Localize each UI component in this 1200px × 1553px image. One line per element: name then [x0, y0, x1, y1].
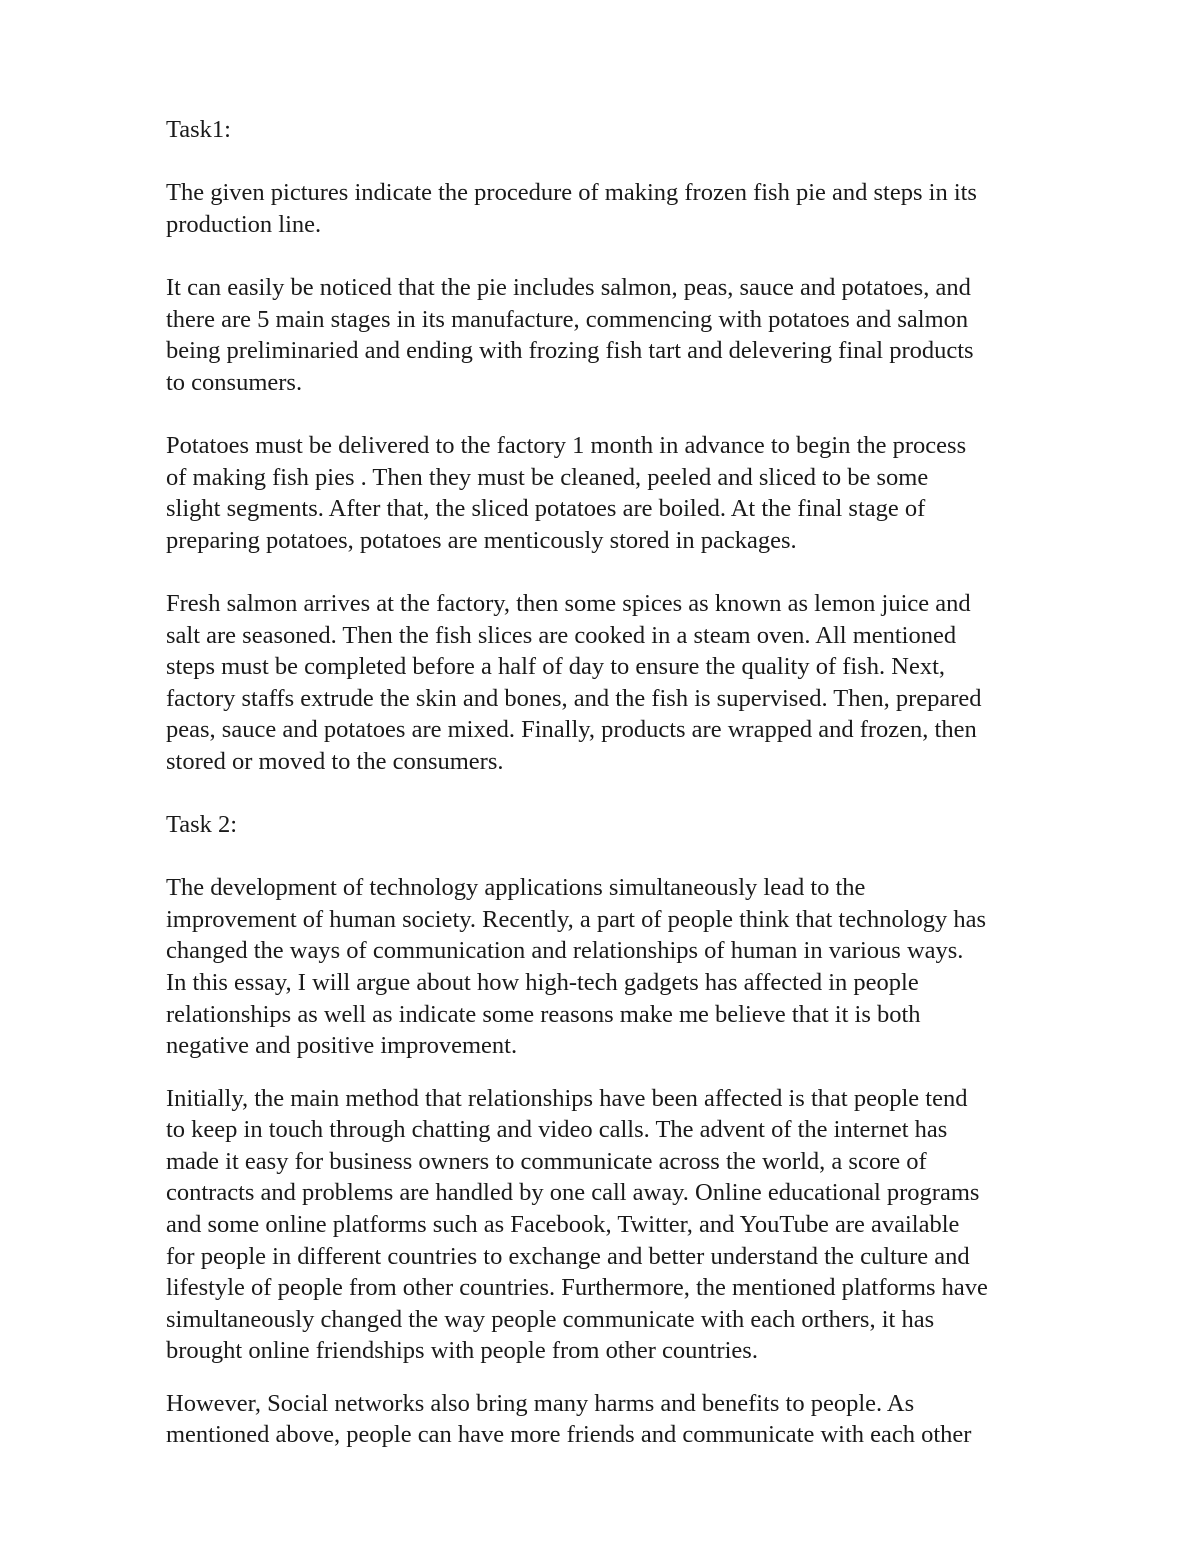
text-line: brought online friendships with people from other countries. [166, 1337, 758, 1365]
text-line: for people in different countries to exchange and better understand the culture and [166, 1242, 970, 1270]
text-line: changed the ways of communication and relationships of human in various ways. [166, 937, 964, 965]
text-line: In this essay, I will argue about how high-tech gadgets has affected in people [166, 969, 919, 997]
text-line: salt are seasoned. Then the fish slices are cooked in a steam oven. All mentioned [166, 621, 957, 649]
task1-paragraph-3 [166, 430, 1106, 556]
text-line: improvement of human society. Recently, a part of people think that technology has [166, 905, 987, 933]
text-line: preparing potatoes, potatoes are menticously stored in packages. [166, 526, 797, 554]
text-line: and some online platforms such as Facebook, Twitter, and YouTube are available [166, 1210, 960, 1238]
text-line: contracts and problems are handled by one call away. Online educational programs [166, 1179, 980, 1207]
text-line: The given pictures indicate the procedure of making frozen fish pie and steps in its [166, 179, 977, 207]
task1-heading: Task1: [166, 116, 231, 143]
text-line: lifestyle of people from other countries. Furthermore, the mentioned platforms have [166, 1274, 988, 1302]
text-line: simultaneously changed the way people communicate with each orthers, it has [166, 1305, 935, 1333]
text-line: negative and positive improvement. [166, 1032, 518, 1060]
task2-heading: Task 2: [166, 811, 238, 839]
text-line: The development of technology applications simultaneously lead to the [166, 874, 866, 902]
text-line: production line. [166, 210, 322, 238]
task1-paragraph-2 [166, 272, 1106, 398]
text-line: stored or moved to the consumers. [166, 747, 504, 775]
task2-paragraph-1 [166, 872, 1106, 1062]
text-line: slight segments. After that, the sliced potatoes are boiled. At the final stage of [166, 495, 926, 523]
task1-paragraph-1 [166, 177, 1106, 240]
text-line: factory staffs extrude the skin and bones, and the fish is supervised. Then, prepared [166, 684, 982, 712]
text-line: Fresh salmon arrives at the factory, then some spices as known as lemon juice and [166, 589, 971, 617]
text-line: made it easy for business owners to communicate across the world, a score of [166, 1147, 927, 1175]
text-line: peas, sauce and potatoes are mixed. Finally, products are wrapped and frozen, then [166, 716, 977, 744]
text-line: Potatoes must be delivered to the factory 1 month in advance to begin the process [166, 431, 967, 459]
text-line: However, Social networks also bring many harms and benefits to people. As [166, 1389, 915, 1417]
text-line: of making fish pies . Then they must be cleaned, peeled and sliced to be some [166, 463, 929, 491]
text-line: It can easily be noticed that the pie includes salmon, peas, sauce and potatoes, and [166, 273, 971, 301]
task2-paragraph-3 [166, 1388, 1106, 1451]
text-line: relationships as well as indicate some reasons make me believe that it is both [166, 1000, 921, 1028]
text-line: mentioned above, people can have more friends and communicate with each other [166, 1421, 972, 1449]
text-line: being preliminaried and ending with frozing fish tart and delevering final products [166, 337, 974, 365]
text-line: there are 5 main stages in its manufacture, commencing with potatoes and salmon [166, 305, 969, 333]
task2-paragraph-2 [166, 1083, 1106, 1367]
task1-paragraph-4 [166, 588, 1106, 778]
text-line: steps must be completed before a half of day to ensure the quality of fish. Next, [166, 653, 946, 681]
text-line: to consumers. [166, 368, 303, 396]
text-line: Initially, the main method that relationships have been affected is that people tend [166, 1084, 968, 1112]
document-body [166, 114, 1106, 1472]
text-line: to keep in touch through chatting and video calls. The advent of the internet has [166, 1116, 948, 1144]
